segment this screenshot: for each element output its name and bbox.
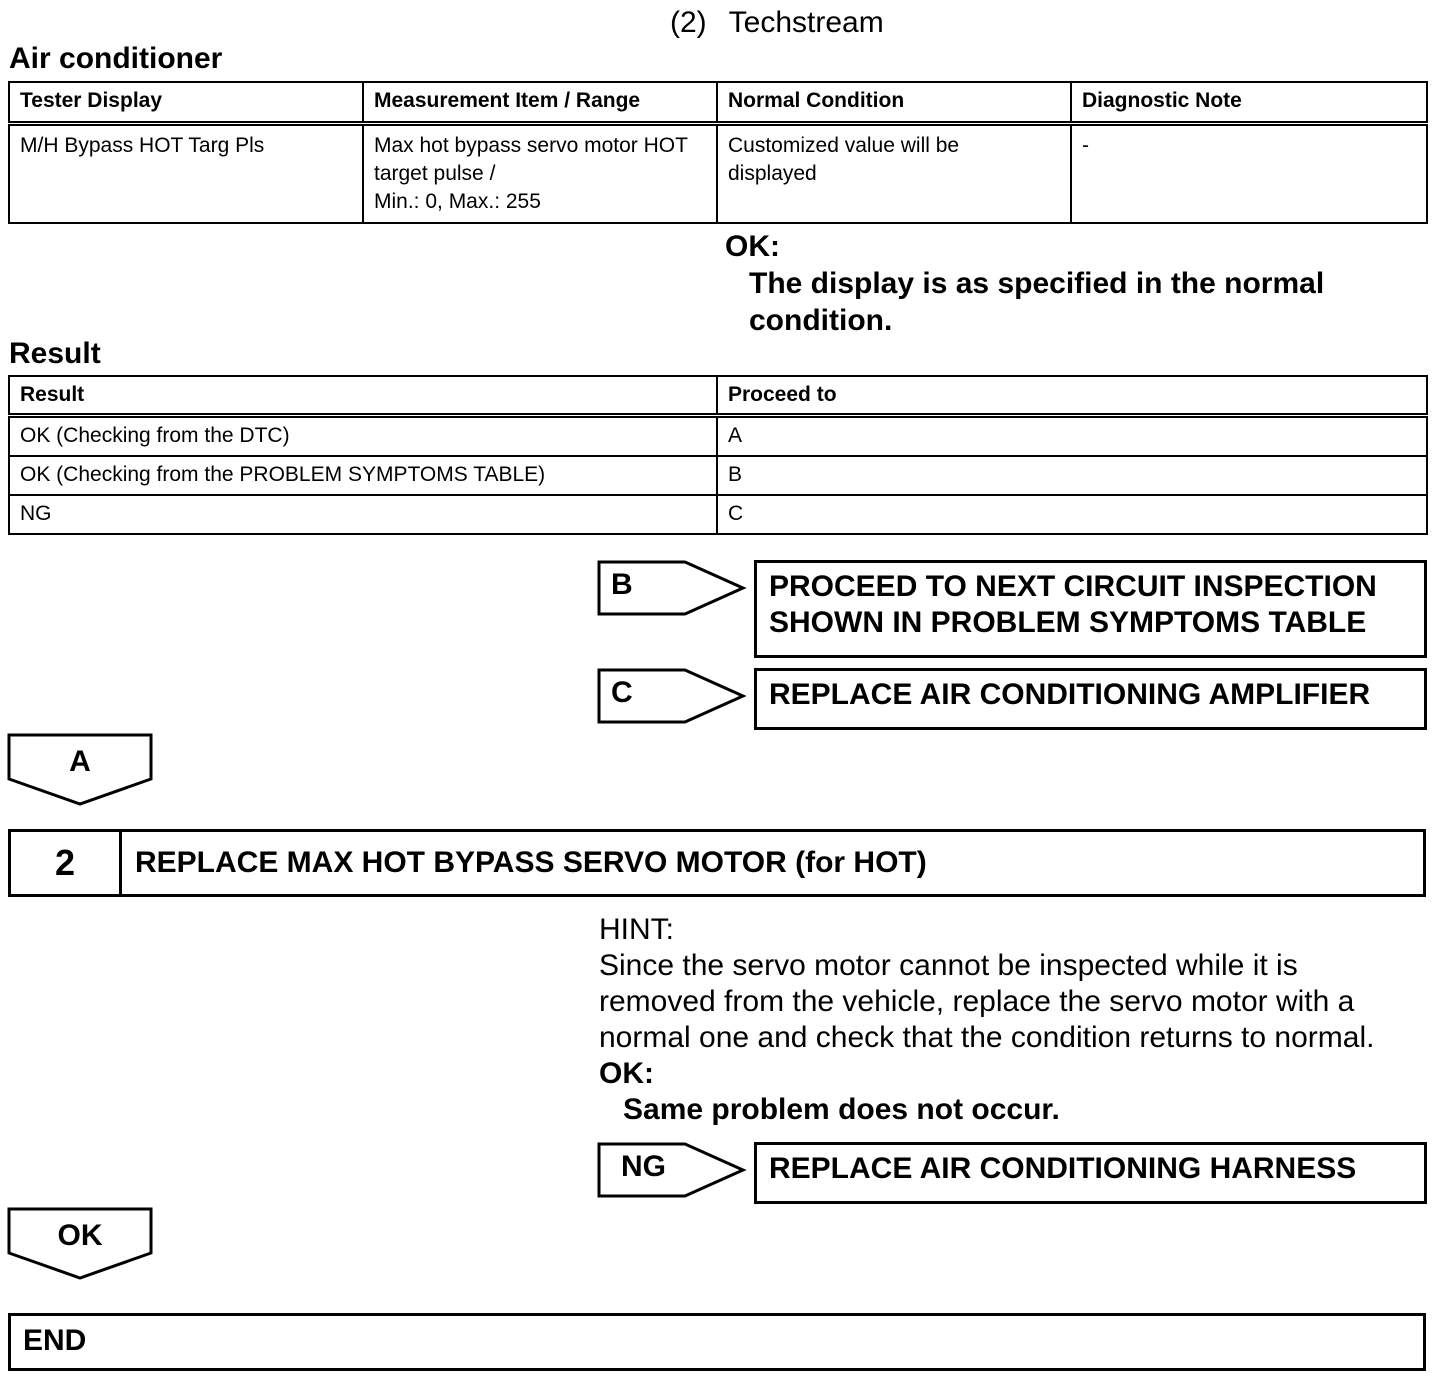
hint-block	[599, 912, 1419, 1128]
proceed-cell: B	[717, 456, 1427, 495]
branch-ng-label: NG	[621, 1150, 666, 1183]
tester-display-cell: M/H Bypass HOT Targ Pls	[9, 124, 363, 224]
ok-tag	[7, 1207, 157, 1281]
result-title: Result	[9, 337, 101, 370]
hint-line: normal one and check that the condition returns to normal.	[599, 1021, 1375, 1054]
result-cell: OK (Checking from the PROBLEM SYMPTOMS TABLE)	[9, 456, 717, 495]
table-row	[9, 456, 1427, 495]
table-row	[9, 124, 1427, 224]
hint-ok-label: OK:	[599, 1057, 654, 1090]
branch-ng-action: REPLACE AIR CONDITIONING HARNESS	[754, 1142, 1427, 1204]
branch-c-action: REPLACE AIR CONDITIONING AMPLIFIER	[754, 668, 1427, 730]
branch-c-label: C	[611, 676, 633, 709]
tool-name: Techstream	[728, 6, 884, 39]
measurement-cell	[363, 124, 717, 224]
ok-label: OK:	[725, 230, 780, 263]
table-header-row	[9, 376, 1427, 416]
hint-ok-text: Same problem does not occur.	[623, 1093, 1060, 1126]
step-number: 2	[11, 832, 122, 894]
proceed-cell: A	[717, 416, 1427, 457]
table-row	[9, 416, 1427, 457]
branch-c-tag	[597, 668, 747, 726]
ok-text-line: The display is as specified in the normal	[749, 267, 1325, 300]
data-list-table	[8, 81, 1428, 224]
column-header: Diagnostic Note	[1071, 82, 1427, 124]
action-line: SHOWN IN PROBLEM SYMPTOMS TABLE	[769, 606, 1367, 639]
measurement-line: Min.: 0, Max.: 255	[374, 190, 541, 213]
normal-line: displayed	[728, 162, 817, 185]
column-header: Measurement Item / Range	[363, 82, 717, 124]
step-index: (2)	[670, 6, 707, 39]
branch-b-label: B	[611, 568, 633, 601]
air-conditioner-title: Air conditioner	[9, 42, 223, 75]
procedure-step-heading	[670, 6, 884, 40]
right-arrow-tag-shape	[597, 1142, 747, 1200]
end-box: END	[8, 1313, 1426, 1371]
result-cell: OK (Checking from the DTC)	[9, 416, 717, 457]
column-header: Tester Display	[9, 82, 363, 124]
hint-line: Since the servo motor cannot be inspected while it is	[599, 949, 1298, 982]
result-cell: NG	[9, 495, 717, 534]
branch-a-tag	[7, 733, 157, 807]
normal-condition-cell	[717, 124, 1071, 224]
column-header: Result	[9, 376, 717, 416]
step-2-box	[8, 829, 1426, 897]
measurement-line: target pulse /	[374, 162, 496, 185]
hint-label: HINT:	[599, 913, 674, 946]
ok-specification	[725, 228, 1324, 339]
branch-b-action	[754, 560, 1427, 658]
result-table	[8, 375, 1428, 535]
ok-text-line: condition.	[749, 304, 893, 337]
table-row	[9, 495, 1427, 534]
step-title: REPLACE MAX HOT BYPASS SERVO MOTOR (for HOT)	[135, 846, 927, 879]
normal-line: Customized value will be	[728, 134, 960, 157]
ok-tag-label: OK	[57, 1219, 103, 1252]
hint-line: removed from the vehicle, replace the servo motor with a	[599, 985, 1355, 1018]
table-header-row	[9, 82, 1427, 124]
diagnostic-note-cell: -	[1071, 124, 1427, 224]
branch-ng-tag	[597, 1142, 747, 1200]
proceed-cell: C	[717, 495, 1427, 534]
branch-a-label: A	[69, 745, 91, 778]
action-line: PROCEED TO NEXT CIRCUIT INSPECTION	[769, 570, 1377, 603]
measurement-line: Max hot bypass servo motor HOT	[374, 134, 688, 157]
column-header: Proceed to	[717, 376, 1427, 416]
column-header: Normal Condition	[717, 82, 1071, 124]
branch-b-tag	[597, 560, 747, 618]
